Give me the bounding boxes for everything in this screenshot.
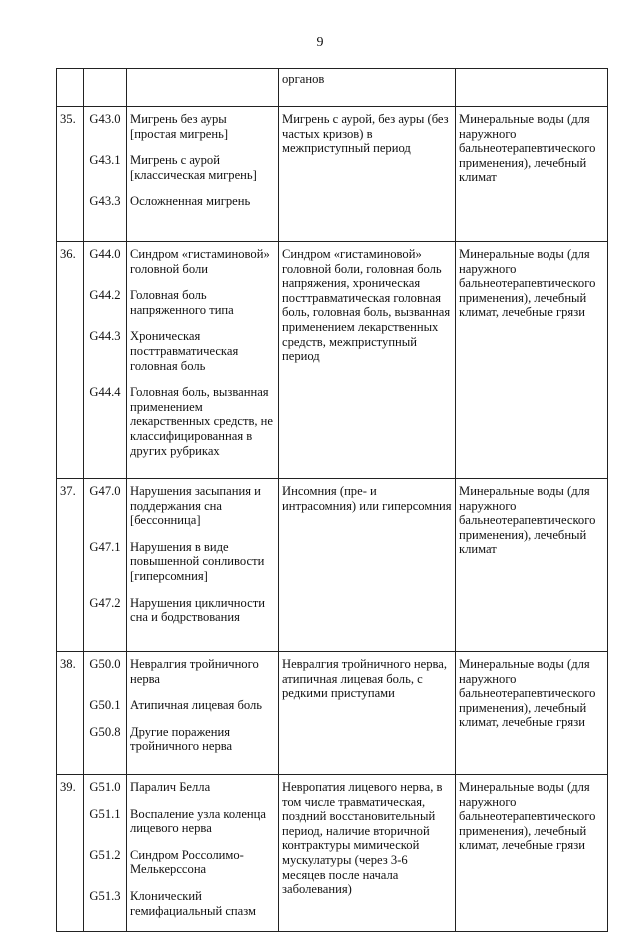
diagnosis-name: Синдром «гистаминовой» головной боли <box>130 247 270 276</box>
name-cell <box>127 775 279 932</box>
table-row <box>57 107 608 242</box>
diagnosis-code: G44.4 <box>89 385 121 400</box>
row-number-cell <box>57 69 84 107</box>
diagnosis-name: Паралич Белла <box>130 780 211 794</box>
form-cell: Невралгия тройничного нерва, атипичная лицевая боль, с редкими приступами <box>279 652 456 775</box>
diagnosis-name: Нарушения в виде повышенной сонливости [гиперсомния] <box>130 539 265 583</box>
factors-cell <box>456 69 608 107</box>
name-cell <box>127 107 279 242</box>
diagnosis-code: G44.0 <box>89 247 121 261</box>
name-cell <box>127 69 279 107</box>
diagnosis-code: G43.3 <box>89 194 121 209</box>
factors-cell: Минеральные воды (для наружного бальнеотерапевтического применения), лечебный климат, лечебные грязи <box>456 775 608 932</box>
diagnosis-code: G47.1 <box>89 539 121 554</box>
diagnosis-name: Нарушения засыпания и поддержания сна [бессонница] <box>130 484 261 528</box>
row-number-cell: 35. <box>57 107 84 242</box>
diagnosis-code: G44.2 <box>89 288 121 303</box>
row-number-cell: 38. <box>57 652 84 775</box>
diagnosis-code: G51.0 <box>89 780 121 794</box>
table-row-continued <box>57 69 608 107</box>
name-cell <box>127 479 279 652</box>
diagnosis-name: Мигрень без ауры [простая мигрень] <box>130 112 229 141</box>
diagnosis-code: G51.3 <box>89 888 121 903</box>
diagnosis-name: Другие поражения тройничного нерва <box>130 724 233 754</box>
diagnosis-name: Невралгия тройничного нерва <box>130 657 259 686</box>
form-cell: Невропатия лицевого нерва, в том числе травматическая, поздний восстановительный период, наличие вторичной контрактуры мимической мускулатуры (через 3-6 месяцев после начала заболевания) <box>279 775 456 932</box>
form-cell: Синдром «гистаминовой» головной боли, головная боль напряжения, хроническая посттравматическая головная боль, головная боль, вызванная применением лекарственных средств, межприступный период <box>279 242 456 479</box>
factors-cell: Минеральные воды (для наружного бальнеотерапевтического применения), лечебный климат, лечебные грязи <box>456 242 608 479</box>
table-row <box>57 479 608 652</box>
form-cell: Инсомния (пре- и интрасомния) или гиперсомния <box>279 479 456 652</box>
form-cell: органов <box>279 69 456 107</box>
code-cell <box>84 242 127 479</box>
name-cell <box>127 652 279 775</box>
row-number-cell: 36. <box>57 242 84 479</box>
diagnosis-name: Атипичная лицевая боль <box>130 698 263 713</box>
diagnosis-table <box>56 68 608 932</box>
diagnosis-code: G47.0 <box>89 484 121 498</box>
diagnosis-code: G50.1 <box>89 698 121 713</box>
diagnosis-code: G43.1 <box>89 153 121 168</box>
table-row <box>57 242 608 479</box>
diagnosis-code: G43.0 <box>89 112 121 126</box>
row-number-cell: 39. <box>57 775 84 932</box>
diagnosis-name: Синдром Россолимо-Мелькерссона <box>130 847 244 877</box>
diagnosis-code: G50.0 <box>89 657 121 671</box>
factors-cell: Минеральные воды (для наружного бальнеотерапевтического применения), лечебный климат <box>456 479 608 652</box>
diagnosis-code: G44.3 <box>89 329 121 344</box>
diagnosis-name: Головная боль, вызванная применением лекарственных средств, не классифицированная в других рубриках <box>130 385 274 458</box>
code-cell <box>84 107 127 242</box>
diagnosis-code: G51.2 <box>89 847 121 862</box>
table-row <box>57 652 608 775</box>
diagnosis-name: Клонический гемифациальный спазм <box>130 888 257 918</box>
factors-cell: Минеральные воды (для наружного бальнеотерапевтического применения), лечебный климат, лечебные грязи <box>456 652 608 775</box>
diagnosis-name: Воспаление узла коленца лицевого нерва <box>130 806 266 836</box>
diagnosis-code: G47.2 <box>89 595 121 610</box>
diagnosis-name: Мигрень с аурой [классическая мигрень] <box>130 153 257 182</box>
code-cell <box>84 69 127 107</box>
diagnosis-code: G51.1 <box>89 806 121 821</box>
code-cell <box>84 479 127 652</box>
page-number: 9 <box>316 35 324 50</box>
name-cell <box>127 242 279 479</box>
diagnosis-name: Нарушения цикличности сна и бодрствования <box>130 595 265 625</box>
diagnosis-name: Хроническая посттравматическая головная боль <box>130 329 239 373</box>
code-cell <box>84 775 127 932</box>
diagnosis-name: Головная боль напряженного типа <box>130 288 234 317</box>
form-cell: Мигрень с аурой, без ауры (без частых кризов) в межприступный период <box>279 107 456 242</box>
diagnosis-code: G50.8 <box>89 724 121 739</box>
code-cell <box>84 652 127 775</box>
table-row <box>57 775 608 932</box>
factors-cell: Минеральные воды (для наружного бальнеотерапевтического применения), лечебный климат <box>456 107 608 242</box>
diagnosis-name: Осложненная мигрень <box>130 194 251 209</box>
row-number-cell: 37. <box>57 479 84 652</box>
